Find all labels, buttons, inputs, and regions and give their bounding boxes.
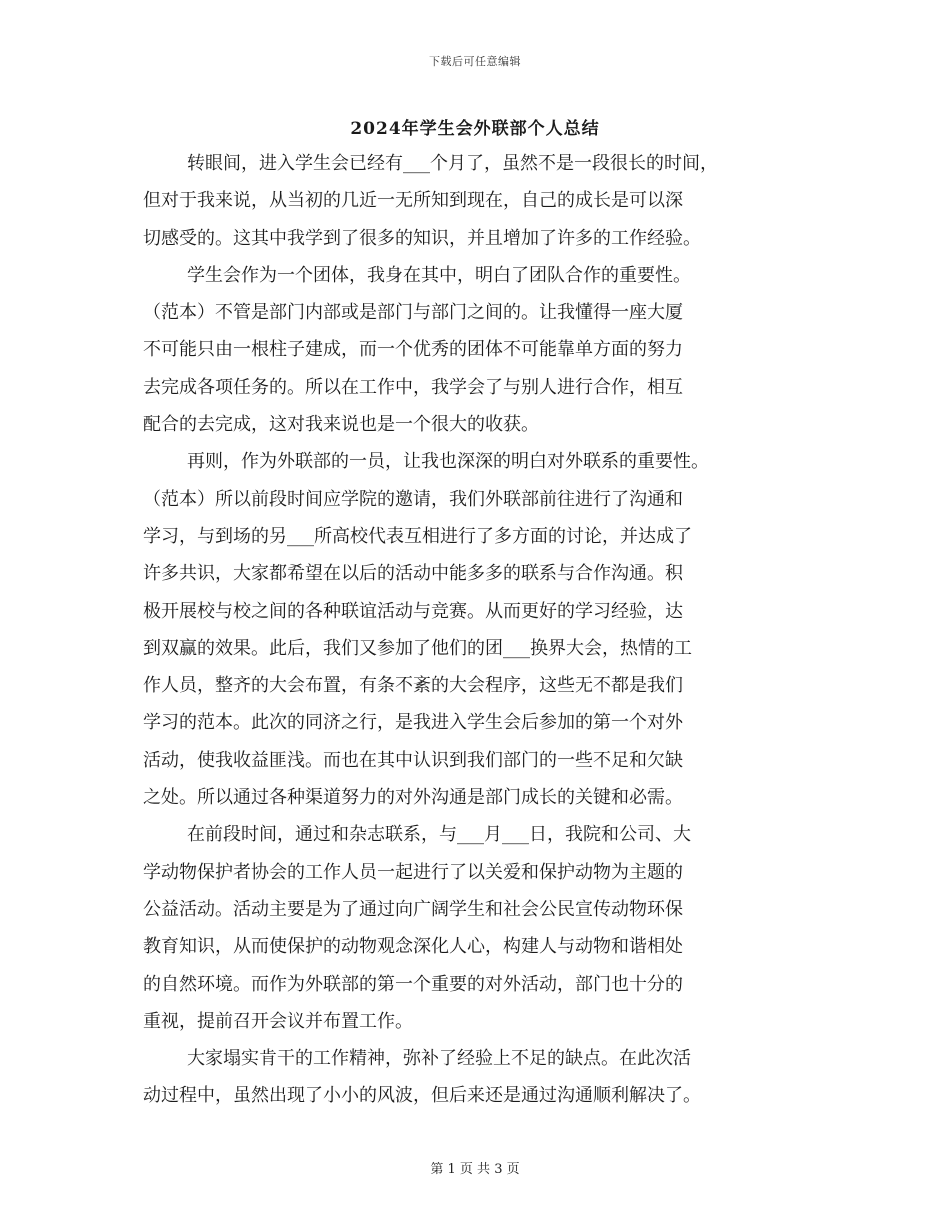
paragraph-4-line: 学动物保护者协会的工作人员一起进行了以关爱和保护动物为主题的 xyxy=(143,861,683,883)
paragraph-4-line: 在前段时间，通过和杂志联系，与___月___日，我院和公司、大 xyxy=(187,824,691,846)
paragraph-3-line: 学习的范本。此次的同济之行，是我进入学生会后参加的第一个对外 xyxy=(143,712,683,734)
paragraph-3-line: 之处。所以通过各种渠道努力的对外沟通是部门成长的关键和必需。 xyxy=(143,787,683,809)
paragraph-1-line: 转眼间，进入学生会已经有___个月了，虽然不是一段很长的时间， xyxy=(187,153,718,174)
paragraph-4-line: 教育知识，从而使保护的动物观念深化人心，构建人与动物和谐相处 xyxy=(143,936,683,958)
paragraph-2-line: 配合的去完成，这对我来说也是一个很大的收获。 xyxy=(143,414,539,436)
paragraph-4-line: 的自然环境。而作为外联部的第一个重要的对外活动，部门也十分的 xyxy=(143,973,683,995)
paragraph-2-line: 去完成各项任务的。所以在工作中，我学会了与别人进行合作，相互 xyxy=(143,376,683,398)
page-number-footer: 第 1 页 共 3 页 xyxy=(430,1162,520,1177)
paragraph-2-line: （范本）不管是部门内部或是部门与部门之间的。让我懂得一座大厦 xyxy=(143,302,683,324)
paragraph-3-line: 再则，作为外联部的一员，让我也深深的明白对外联系的重要性。 xyxy=(187,451,709,473)
paragraph-3-line: 学习，与到场的另___所高校代表互相进行了多方面的讨论，并达成了 xyxy=(143,525,692,547)
page-header-note: 下载后可任意编辑 xyxy=(429,55,521,68)
document-body xyxy=(143,145,808,1115)
paragraph-1-line: 切感受的。这其中我学到了很多的知识，并且增加了许多的工作经验。 xyxy=(143,227,701,249)
paragraph-3-line: 活动，使我收益匪浅。而也在其中认识到我们部门的一些不足和欠缺 xyxy=(143,749,683,771)
paragraph-3-line: 极开展校与校之间的各种联谊活动与竞赛。从而更好的学习经验，达 xyxy=(143,600,683,622)
paragraph-1-line: 但对于我来说，从当初的几近一无所知到现在，自己的成长是可以深 xyxy=(143,190,683,212)
paragraph-4-line: 公益活动。活动主要是为了通过向广阔学生和社会公民宣传动物环保 xyxy=(143,898,683,920)
paragraph-2-line: 不可能只由一根柱子建成，而一个优秀的团体不可能靠单方面的努力 xyxy=(143,339,683,361)
paragraph-4-line: 重视，提前召开会议并布置工作。 xyxy=(143,1010,413,1032)
paragraph-3-line: 到双赢的效果。此后，我们又参加了他们的团___换界大会，热情的工 xyxy=(143,637,692,659)
document-title: 2024年学生会外联部个人总结 xyxy=(350,119,600,139)
paragraph-5-line: 动过程中，虽然出现了小小的风波，但后来还是通过沟通顺利解决了。 xyxy=(143,1085,701,1107)
paragraph-5-line: 大家塌实肯干的工作精神，弥补了经验上不足的缺点。在此次活 xyxy=(187,1048,691,1070)
paragraph-3-line: 作人员，整齐的大会布置，有条不紊的大会程序，这些无不都是我们 xyxy=(143,675,683,697)
paragraph-2-line: 学生会作为一个团体，我身在其中，明白了团队合作的重要性。 xyxy=(187,264,691,286)
paragraph-3-line: 许多共识，大家都希望在以后的活动中能多多的联系与合作沟通。积 xyxy=(143,563,683,585)
paragraph-3-line: （范本）所以前段时间应学院的邀请，我们外联部前往进行了沟通和 xyxy=(143,488,683,510)
